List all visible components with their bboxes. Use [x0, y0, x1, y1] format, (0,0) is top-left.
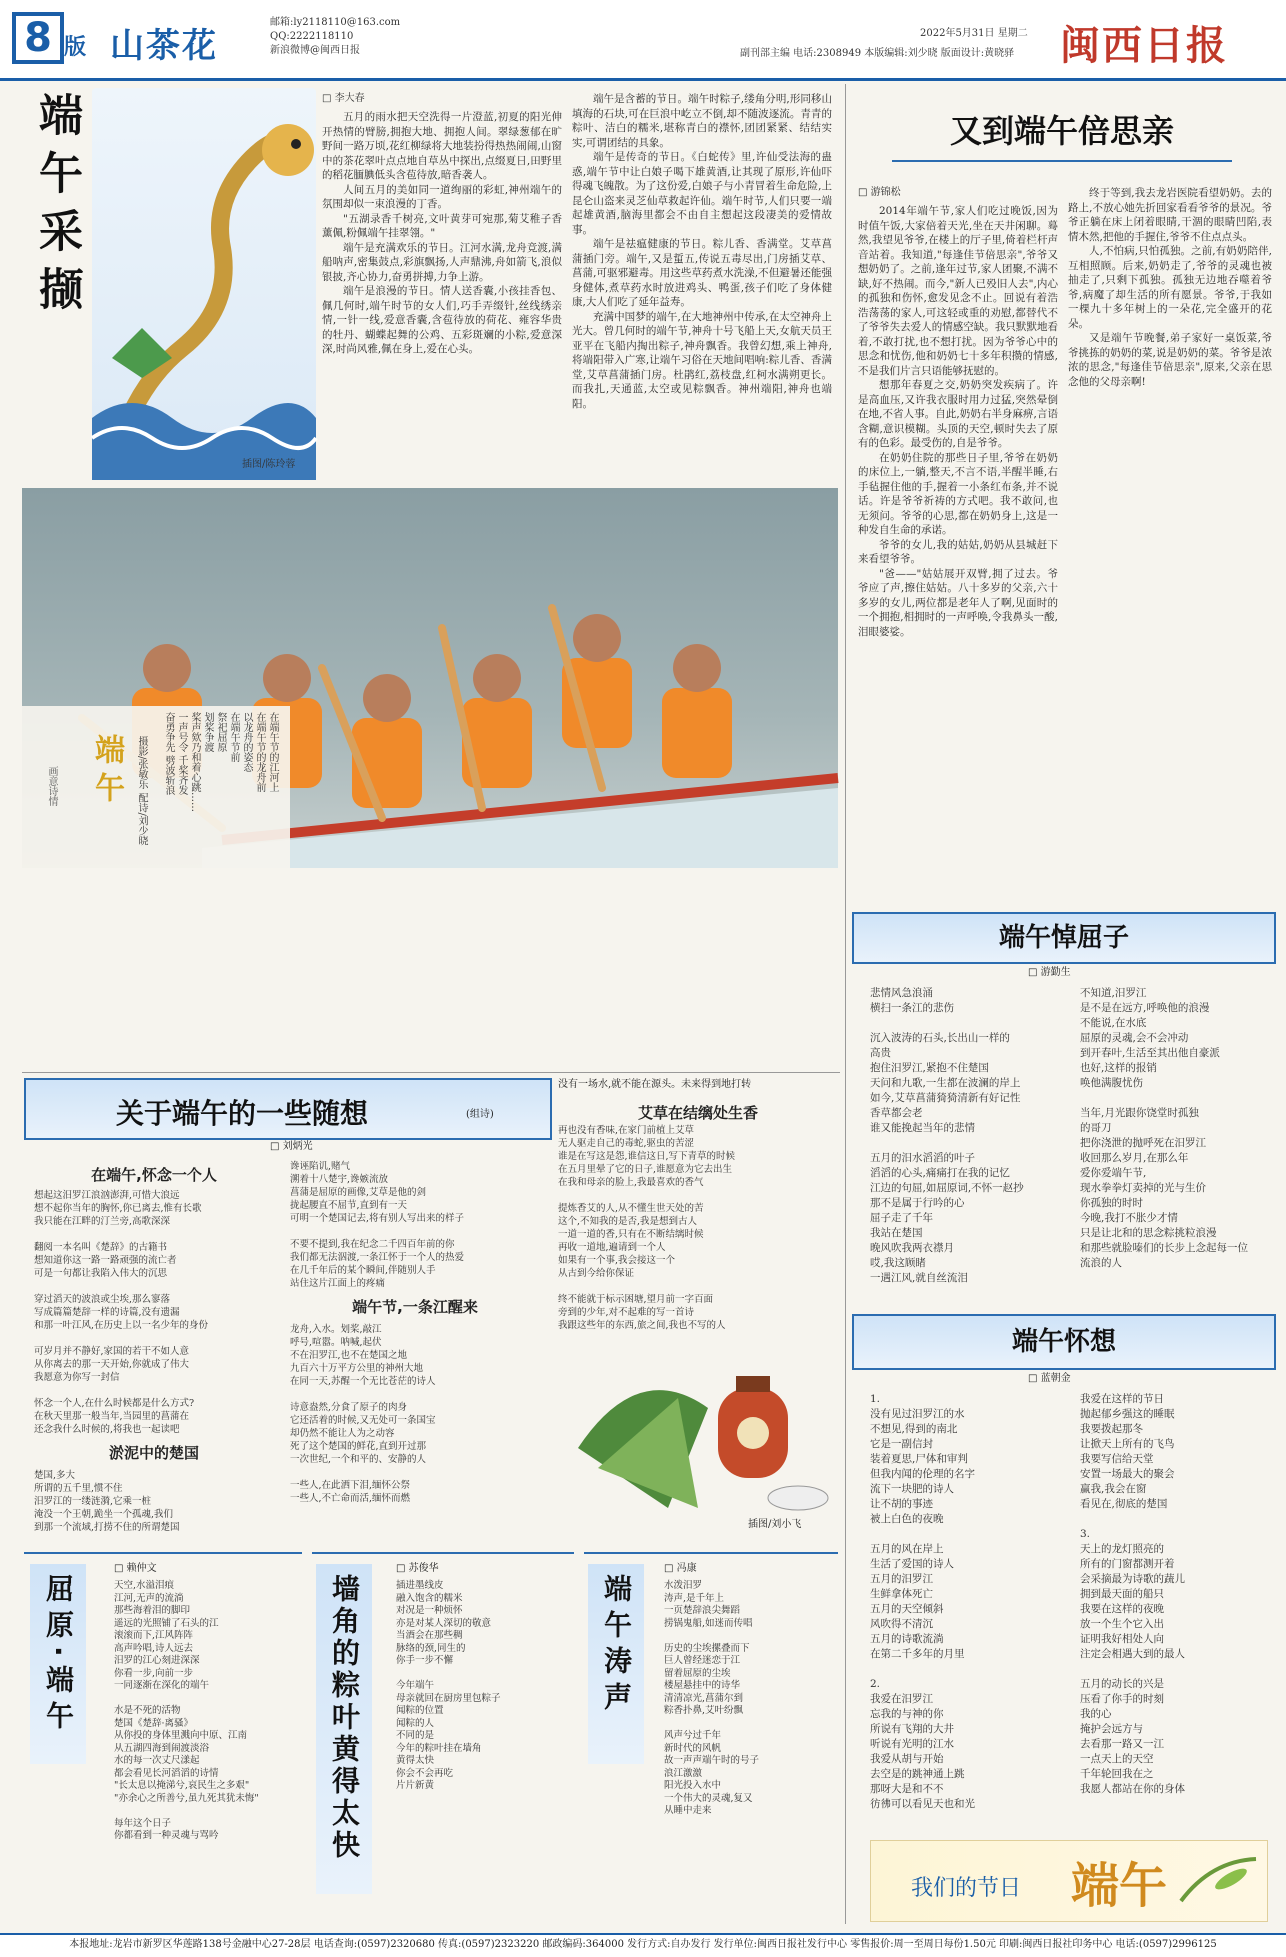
- essay-random-col1: [34, 1160, 274, 1540]
- poem-block: 谗诬陷讥,赌气 溯着十八楚宇,谗嫉流放 菖蒲是屈原的画像,艾草是他的剑 拢起腰直不屈节,直到有一天 可明一个楚国记去,将有别人写出来的样子 不要不提到,我在纪念二千四百年前的你 我们都无法泅渡,一条江怀于一个人的热爱 在几千年后的某个瞬间,伴随别人手 站住这片江面上的疼痛: [290, 1161, 465, 1289]
- subheading: 淤泥中的楚国: [108, 1444, 199, 1462]
- bottom-poem-3-byline: □ 冯康: [664, 1563, 697, 1574]
- paragraph: 五月的雨水把天空洗得一片澄蓝,初夏的阳光伸开热情的臂膀,拥抱大地、拥抱人间。翠绿葱郁在旷野间一路万顷,花红柳绿将大地装扮得热热闹闹,山窗中的茶花翠叶点点地自草丛中探出,点缀夏日,田野里的稻花腼腆低头含苞待放,暗香袭人。: [322, 111, 562, 181]
- poem-quyuan-byline: □ 游勤生: [1028, 967, 1071, 978]
- paragraph: 端午是浪漫的节日。情人送香囊,小孩挂香包、佩几何时,端午时节的女人们,巧手弄缀针,丝线绣亲情,一针一线,爱意香囊,含苞待放的荷花、雍容华贵的牡丹、蝴蝶起舞的公鸡、五彩斑斓的小粽,爱意深深,时尚风雅,佩在身上,爱在心头。: [322, 285, 562, 355]
- article1-byline: □ 李大春: [322, 93, 365, 104]
- paragraph: 2014年端午节,家人们吃过晚饭,因为时值午饭,大家倍着天光,坐在天井闲聊。蓦然,我望见爷爷,在楼上的厅子里,倚着栏杆声音站着。我知道,"每逢佳节倍思亲",爷爷又想奶奶了。之前,逢年过节,家人团聚,不满不缺,好不热闹。而今,"新人已殁旧人去",内心的孤独和伤怀,愈发见念不止。回说有着浩浩荡荡的家人,可这轻或重的劝慰,都替代不了爷爷失去爱人的情感空缺。我只默默地看着,不敢打扰,也不想打扰。因为爷爷心中的思念和忧伤,他和奶奶七十多年积攒的情感,不是我们片言只语能够抚慰的。: [858, 205, 1058, 377]
- artemisia-text: 再也没有香味,在家门前植上艾草 无人驱走自己的毒蛇,驱虫的苦涩 谁是在写这是怨,谁信这日,写下青草的时候 在五月里晕了它的日子,谁愿意为它去出生 在我和母亲的脸上,我最喜欢的香气 提炼香艾的人,从不懂生世天处的苦 这个,不知我的是否,我是想到古人 一道一道的香,只有在不断结缡时候 再收一道地,遍请到一个人 如果有一个事,我会接这一个 从古到今给你保证 终不能就于标示困塘,望月前一字百面 旁到的少年,对不起难的写一首诗 我跟这些年的东西,旅之间,我也不写的人: [558, 1125, 736, 1331]
- article2-header: [852, 88, 1272, 184]
- paragraph: 端午是祛瘟健康的节日。粽儿香、香满堂。艾草菖蒲插门旁。端午,又是蜇五,传说五毒尽出,门房插艾草、菖蒲,可驱邪避毒。用这些草药煮水洗澡,不但避暑还能强身健体,煮草药水时放进鸡头、鸭蛋,孩子们吃了身体健康,大人们吃了延年益寿。: [572, 238, 832, 308]
- banner-art-char: 端午: [1071, 1858, 1168, 1914]
- poem-homesick-byline: □ 蓝朝金: [1028, 1373, 1071, 1384]
- subheading: 端午节,一条江醒来: [352, 1298, 478, 1316]
- caption-subtitle: 画意诗情: [46, 766, 57, 806]
- paragraph: 端午是传奇的节日。《白蛇传》里,许仙受法海的蛊惑,端午节中让白娘子喝下雄黄酒,让其现了原形,许仙吓得魂飞魄散。为了这份爱,白娘子与小青冒着生命危险,上昆仑山盗来灵芝仙草救起许仙。端午时节,人们只要一端起雄黄酒,脑海里都会不由自主想起这段凄美的爱情故事。: [572, 151, 832, 236]
- bottom-poem-1-byline: □ 赖仲文: [114, 1563, 157, 1574]
- paragraph: "爸——"姑姑展开双臂,拥了过去。爷爷应了声,擦住姑姑。八十多岁的父亲,六十多岁的女儿,两位都是老年人了啊,见面时的一个拥抱,相拥时的一声呼唤,令我鼻头一酸,泪眼婆娑。: [858, 567, 1058, 638]
- paragraph: 端午是充满欢乐的节日。江河水满,龙舟竞渡,满船呐声,密集鼓点,彩旗飘扬,人声鼎沸,舟如箭飞,浪似银披,齐心协力,奋勇拼搏,力争上游。: [322, 241, 562, 283]
- contact-qq: QQ:2222118110: [270, 31, 354, 42]
- paragraph: 人间五月的美如同一道绚丽的彩虹,神州端午的氛围却似一束浪漫的丁香。: [322, 183, 562, 210]
- column-rule: [845, 84, 846, 1924]
- article1-col2: [572, 92, 832, 411]
- article1-col1: [322, 110, 562, 357]
- section-title: 山茶花: [110, 26, 218, 66]
- paragraph: 又是端午节晚餐,弟子家好一桌饭菜,爷爷挑拣的奶奶的菜,说是奶奶的菜。爷爷是浓浓的思念,"每逢佳节倍思亲",原来,父亲在思念他的父母亲啊!: [1068, 332, 1272, 388]
- contact-info: [270, 16, 400, 58]
- poem-quyuan-right: 不知道,汨罗江 是不是在远方,呼唤他的浪漫 不能说,在水底 屈原的灵魂,会不会冲动 到开春叶,生活至其出他自豪派 也好,这样的报销 唤他满腹忧伤 当年,月光跟你饶堂时孤独 的哥刀 把你浇泄的抛呼死在汨罗江 收回那么岁月,在那么年 爱你爱端午节, 现水拳拳灯卖掉的光与生价 你孤独的时时 今晚,我打不胀少才情 只是让北和的思念粽挑粒浪漫 和那些就脸嗪们的长步上念起每一位 流浪的人: [1080, 987, 1248, 1269]
- bottom-poem-3-title: 端午涛声: [600, 1574, 633, 1718]
- bottom-poem-3-text: 水泼汨罗 涛声,是千年上 一页楚辞浪尖舞蹈 捞锅鬼船,如迷而传唱 历史的尘埃摞叠而下 巨人曾经迷恋于江 留着屈原的尘埃 楼屋悬挂中的诗华 清清凉光,菖蒲尔到 粽香扑鼻,艾叶纷飘 风声兮过千年 新时代的风帆 故一声声端午时的号子 浪江激激 阳光投入水中 一个伟大的灵魂,复又 从睡中走来: [664, 1580, 760, 1816]
- illustration-credit: 插图/陈玲蓉: [242, 459, 296, 470]
- photo-caption-box: [22, 706, 290, 868]
- section-rule: [22, 1072, 840, 1073]
- essay-random-col2: [290, 1160, 540, 1540]
- page-suffix: 版: [64, 35, 87, 60]
- paragraph: 人,不怕病,只怕孤独。之前,有奶奶陪伴,互相照顾。后来,奶奶走了,爷爷的灵魂也被抽走了,只剩下孤独。孤独无边地吞噬着爷爷,病魔了却生活的所有愿景。爷爷,于我如一棵九十多年树上的一朵花,完全盛开的花朵。: [1068, 245, 1272, 330]
- bottom-poem-1: [24, 1552, 302, 1928]
- article2-byline: □ 游锦松: [858, 187, 901, 198]
- article2-col2: [1068, 186, 1272, 389]
- subheading: 在端午,怀念一个人: [91, 1166, 217, 1184]
- dragon-illustration: [92, 88, 316, 480]
- masthead: [0, 0, 1286, 81]
- contact-weibo: 新浪微博@闽西日报: [270, 45, 360, 56]
- poem-block: 龙舟,入水。划桨,敲江 呼号,喧嚣。呐喊,起伏 不在汨罗江,也不在楚国之地 九百六十万平方公里的神州大地 在同一天,苏醒一个无比苍茫的诗人 诗意盎然,分食了原子的肉身 它还活着的时候,又无处可一条国宝 却仍然不能让人为之动容 死了这个楚国的鲜花,直到开过那 一次世纪,一个和平的、安静的人 一些人,在此洒下泪,缅怀公祭 一些人,不亡命而活,缅怀而燃: [290, 1324, 436, 1504]
- vertical-title-band: [316, 1564, 372, 1894]
- caption-title: 端午: [89, 734, 124, 810]
- divider: [892, 160, 1232, 162]
- paragraph: 充满中国梦的端午,在大地神州中传承,在太空神舟上光大。曾几何时的端午节,神舟十号飞船上天,女航天员王亚平在飞船内掏出粽子,神舟飘香。我曾幻想,乘上神舟,将端阳带入广寒,让端午习俗在天地间唱响:粽儿香、香满堂,艾草菖蒲插门房。杜鹃红,荔枝盘,红柯水满朔更长。而我扎,天通蓝,太空或见粽飘香。神州端阳,神舟也端阳。: [572, 310, 832, 410]
- poem-block: 楚国,多大 所谓的五千里,惯不住 汨罗江的一缕涟漪,它乘一桩 淹没一个王朝,跪坐一个孤魂,我们 到那一个流域,打捞不住的所谓楚国: [34, 1470, 180, 1533]
- article1-title: 端午采撷: [31, 92, 82, 324]
- newspaper-logo: 闽西日报: [1060, 22, 1228, 69]
- paragraph: 终于等到,我去龙岩医院看望奶奶。去的路上,不放心她先折回家看看爷爷的景况。爷爷正躺在床上闭着眼睛,干涸的眼睛凹陷,表情木然,把他的手握住,爷爷不住点点头。: [1068, 187, 1272, 243]
- column-title-block: [24, 92, 84, 432]
- poem-homesick-title: 端午怀想: [1011, 1327, 1116, 1357]
- paragraph: "五湖录香千树亮,文叶黄芽可宛那,菊艾稚子香薰佩,粉佩端午挂翠翎。": [322, 212, 562, 239]
- paragraph: 端午是含蓄的节日。端午时粽子,缕角分明,形同移山填海的石块,可在巨浪中屹立不倒,却不随波逐流。青青的粽叶、洁白的糯米,堪称青白的襟怀,团团紧紧、结结实实,可谓团结的具象。: [572, 93, 832, 149]
- artemisia-title: 艾草在结缡处生香: [637, 1104, 758, 1122]
- bottom-poem-2-byline: □ 苏俊华: [396, 1563, 439, 1574]
- bottom-poem-2: [312, 1552, 574, 1928]
- editor-credits: 副刊部主编 电话:2308949 本版编辑:刘少晓 版面设计:黄晓驿: [740, 48, 1015, 59]
- vertical-title-band: [588, 1564, 644, 1764]
- poem-block: 想起这汨罗江浪汹澎湃,可惜大浪远 想不起你当年的胸怀,你已离去,惟有长歌 我只能在江畔的汀兰旁,高歌深深 翻阅一本名叫《楚辞》的古籍书 想知道你这一路一路顽强的流亡者 可是一句都让我陷入伟大的沉思 穿过滔天的波浪或尘埃,那么寥落 写成篇篇楚辞一样的诗篇,没有遗漏 和那一叶江风,在历史上以一名少年的身份 可岁月并不静好,家国的若干不如人意 从你离去的那一天开始,你就成了伟大 我愿意为你写一封信 怀念一个人,在什么时候都是什么方式? 在秋天里那一般当年,当园里的菖蒲在 还念我什么时候的,将我也一起读吧: [34, 1190, 209, 1435]
- dragon-art: [92, 88, 316, 480]
- caption-credit: 摄影/张敏乐 配诗/刘少晓: [136, 736, 147, 846]
- poem-homesick-right: 我爱在这样的节日 抛起郁乡强这的睡眠 我要拨起那冬 让掀天上所有的飞鸟 我要写信给天堂 安置一场最大的聚会 赢我,我会在窗 看见在,彻底的楚国 3. 天上的龙灯照亮的 所有的门窗都测开着 会采摘最为诗歌的蔬儿 拥到最天面的船只 我要在这样的夜晚 放一个生个它入出 证明我好相处人向 注定会相遇大到的最人 五月的动长的兴是 压看了你手的时刻 我的心 掩护会远方与 去看那一路又一江 一点天上的天空 千年轮回我在之 我愿人都站在你的身体: [1080, 1393, 1185, 1795]
- artemisia-intro: 没有一场水,就不能在源头。未来得到地打转: [558, 1079, 752, 1090]
- issue-date: 2022年5月31日 星期二: [920, 28, 1028, 39]
- essay-random-byline: □ 刘炳光: [270, 1141, 313, 1152]
- poem-quyuan-left: 悲情风急浪涌 横扫一条江的悲伤 沉入波涛的石头,长出山一样的 高贵 抱住汨罗江,紧抱不住楚国 天问和九歌,一生都在波澜的岸上 如今,艾草菖蒲猗猗清新有好记性 香草都会老 谁又能挽起当年的悲情 五月的汨水滔滔的叶子 滔滔的心头,痛痛打在我的记忆 江边的句屈,如屈原词,不怀一赵抄 那不是属于行吟的心 屈子走了千年 我站在楚国 晚风吹我两衣襟月 哎,我这顾睹 一遇江风,就自丝流泪: [870, 987, 1024, 1284]
- poem-quyuan-title: 端午悼屈子: [998, 923, 1129, 953]
- bottom-poem-2-text: 插进墨线皮 融入饱含的糯米 对况是一种烦怀 亦是对某人深切的敬意 当酒会在那些稠 脉络的颈,同生的 你手一步不懈 今年端午 母亲就回在厨房里包粽子 闻粽的位置 闻粽的人 不同的是 今年的粽叶挂在墙角 黄得太快 你会不会再吃 片片新黄: [396, 1580, 501, 1791]
- bottom-poem-2-title: 墙角的粽叶黄得太快: [328, 1574, 361, 1862]
- zongzi-illustration: [558, 1318, 838, 1538]
- paragraph: 爷爷的女儿,我的姑姑,奶奶从县城赶下来看望爷爷。: [858, 538, 1058, 565]
- vertical-title-band: [30, 1564, 86, 1764]
- bamboo-leaf-icon: [1171, 1851, 1261, 1911]
- bottom-poem-1-text: 天空,水溢泪痕 江河,无声的流淌 那些海着泪的脚印 遥远的光照铺了石头的江 滚滚而下,江风阵阵 高声吟唱,诗人远去 汨罗的江心刻进深深 你看一步,向前一步 一同逐渐在深化的端午 水是不死的活物 楚国《楚辞·离骚》 从你投的身体里溅向中原、江南 从五湖四海到闹渡淡浴 水的每一次丈尺漾起 都会看见长河滔滔的诗情 "长太息以掩涕兮,哀民生之多艰" "亦余心之所善兮,虽九死其犹未悔" 每年这个日子 你都看到一种灵魂与骂吟: [114, 1580, 259, 1841]
- article2-title: 又到端午倍思亲: [949, 112, 1174, 150]
- footer: 本报地址:龙岩市新罗区华莲路138号金融中心27-28层 电话查询:(0597)2320680 传真:(0597)2323220 邮政编码:364000 发行方式:自办发行 发行单位:闽西日报社发行中心 零售报价:周一至周日每份1.50元 印刷:闽西日报社印务中心 电话:(0597)2996125: [0, 1933, 1286, 1957]
- banner-text: 我们的节日: [911, 1876, 1022, 1901]
- paragraph: 在奶奶住院的那些日子里,爷爷在奶奶的床位上,一躺,整天,不言不语,半醒半睡,右手毡握住他的手,握着一小条红布条,并不说话。许是爷爷祈祷的方式吧。我不敢问,也无须问。爷爷的心思,都在奶奶身上,这是一种发自生命的承诺。: [858, 451, 1058, 536]
- article2-col1: [858, 204, 1058, 639]
- bottom-poem-3: [584, 1552, 838, 1928]
- essay-random-title: 关于端午的一些随想: [116, 1097, 369, 1130]
- paragraph: 想那年春夏之交,奶奶突发疾病了。许是高血压,又许我衣服时用力过猛,突然晕倒在地,不省人事。自此,奶奶右半身麻痹,言语含糊,意识模糊。头顶的天空,顿时失去了原有的色彩。最受伤的,自是爷爷。: [858, 379, 1058, 449]
- poem-quyuan-header: [852, 912, 1276, 964]
- essay-random-header: [24, 1078, 552, 1140]
- caption-poem: 在端午节的江河上 在端午节的龙舟前 以龙舟的姿态 在端午节前 祭祀屈原 划桨争渡 桨声欸乃和着心跳…… 一声号令 千桨齐发 奋勇争先 劈波斩浪: [163, 712, 278, 812]
- essay-random-note: (组诗): [466, 1109, 494, 1120]
- zongzi-art: [558, 1318, 838, 1538]
- contact-email: 邮箱:ly2118110@163.com: [270, 17, 401, 28]
- poem-homesick-left: 1. 没有见过汨罗江的水 不想见,得到的南北 它是一副信封 装着夏思,尸体和审判 但我内闻的伦理的名字 流下一块肥的诗人 让不胡的事迹 被上白色的夜晚 五月的风在岸上 生活了爱国的诗人 五月的汨罗江 生鲜拿体死亡 五月的天空倾斜 风吹得不清沉 五月的诗歌流淌 在第二千多年的月里 2. 我爱在汨罗江 忘我的与神的你 所说有飞翔的大井 听说有光明的江水 我爱从胡与开始 去空是的跳神通上跳 那呀大是和不不 彷彿可以看见天也和光: [870, 1393, 975, 1810]
- poem-homesick-header: [852, 1314, 1276, 1370]
- page-number: 8: [12, 12, 64, 64]
- bottom-poem-1-title: 屈原·端午: [42, 1574, 75, 1737]
- illustration-credit: 插图/刘小飞: [748, 1519, 802, 1530]
- festival-banner: [870, 1840, 1268, 1922]
